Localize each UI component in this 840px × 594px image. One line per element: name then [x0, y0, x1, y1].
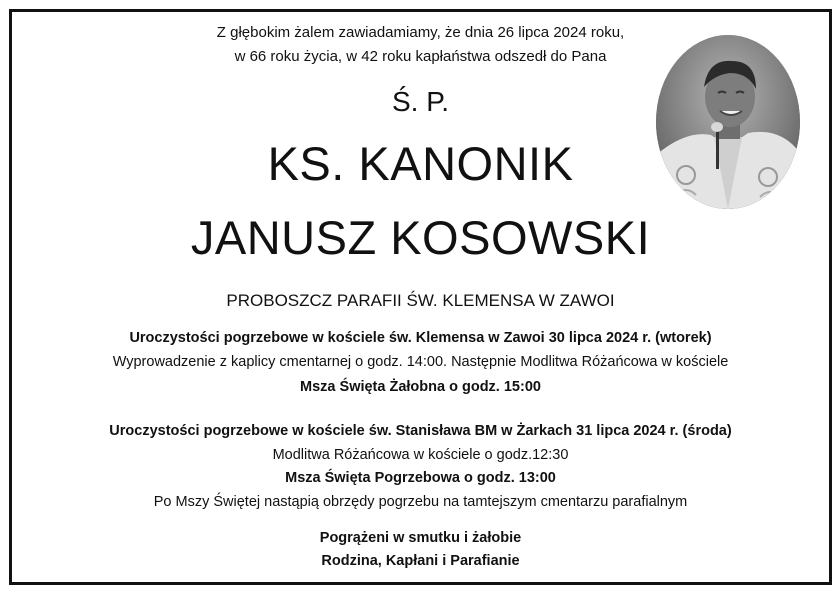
role-line: PROBOSZCZ PARAFII ŚW. KLEMENSA W ZAWOI	[226, 291, 615, 310]
obituary-notice	[9, 9, 832, 585]
intro-line-1: Z głębokim żalem zawiadamiamy, że dnia 26 lipca 2024 roku,	[216, 24, 625, 41]
ceremony2-rosary: Modlitwa Różańcowa w kościele o godz.12:30	[272, 447, 569, 463]
signature-line-2: Rodzina, Kapłani i Parafianie	[321, 553, 520, 569]
ceremony2-mass: Msza Święta Pogrzebowa o godz. 13:00	[285, 470, 556, 486]
signature-line-1: Pogrążeni w smutku i żałobie	[319, 530, 522, 546]
name-line: JANUSZ KOSOWSKI	[190, 211, 651, 264]
intro-line-2: w 66 roku życia, w 42 roku kapłaństwa odszedł do Pana	[234, 48, 607, 65]
portrait-photo	[656, 35, 800, 209]
name-title-line: KS. KANONIK	[267, 137, 574, 190]
ceremony2-heading: Uroczystości pogrzebowe w kościele św. Stanisława BM w Żarkach 31 lipca 2024 r. (środa)	[109, 423, 732, 439]
sp-prefix: Ś. P.	[391, 86, 450, 117]
ceremony1-heading: Uroczystości pogrzebowe w kościele św. Klemensa w Zawoi 30 lipca 2024 r. (wtorek)	[129, 330, 712, 346]
ceremony1-detail: Wyprowadzenie z kaplicy cmentarnej o godz. 14:00. Następnie Modlitwa Różańcowa w kościele	[112, 354, 729, 370]
ceremony1-mass: Msza Święta Żałobna o godz. 15:00	[300, 379, 541, 395]
ceremony2-burial: Po Mszy Świętej nastąpią obrzędy pogrzebu na tamtejszym cmentarzu parafialnym	[153, 494, 688, 510]
